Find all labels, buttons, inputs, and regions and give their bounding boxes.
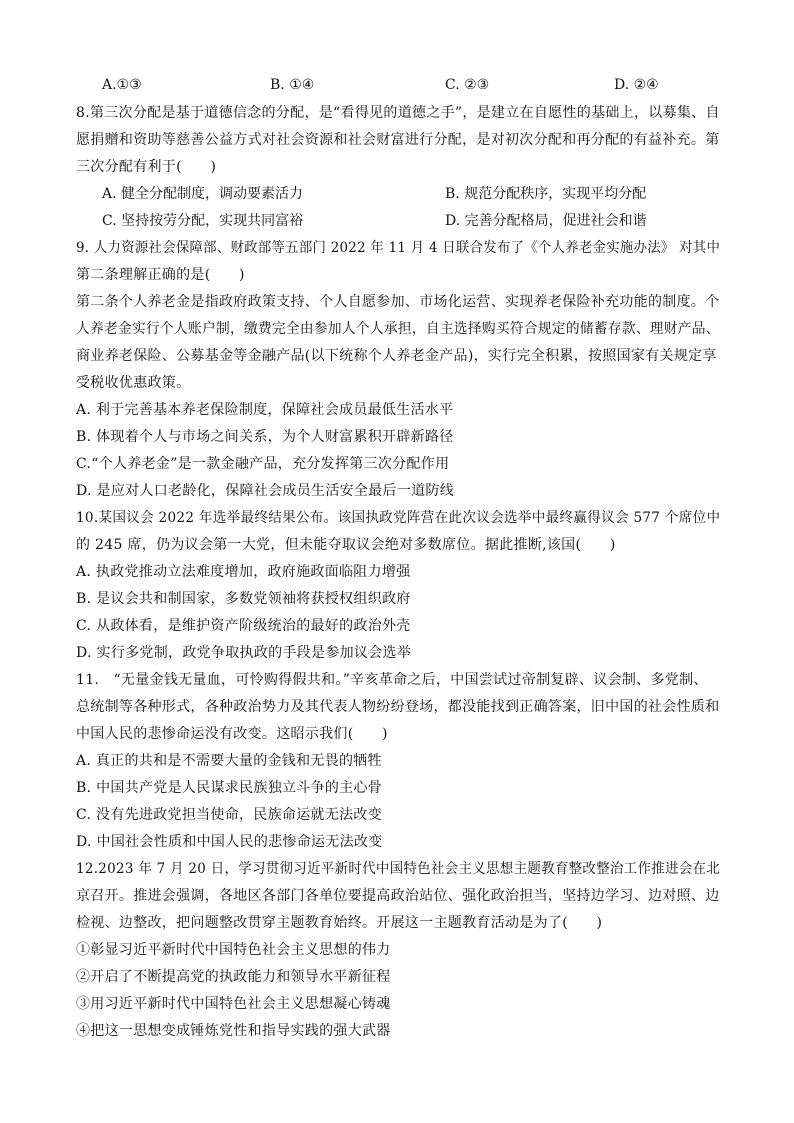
q11-stem-line-2: 总统制等各种形式，各种政治势力及其代表人物纷纷登场，都没能找到正确答案，旧中国的社会性质和 xyxy=(76,699,720,715)
q12-item-2: ②开启了不断提高党的执政能力和领导水平新征程 xyxy=(76,969,391,985)
q9-material-line-4: 受税收优惠政策。 xyxy=(76,375,191,391)
q11-stem-line-1: 11. “无量金钱无量血，可怜购得假共和。”辛亥革命之后，中国尝试过帝制复辟、议会制、多党制、 xyxy=(76,672,708,688)
q12-stem-line-2: 京召开。推进会强调，各地区各部门各单位要提高政治站位、强化政治担当，坚持边学习、边对照、边 xyxy=(76,888,720,904)
q9-material-line-3: 商业养老保险、公募基金等金融产品(以下统称个人养老金产品)，实行完全积累，按照国家有关规定享 xyxy=(76,348,717,364)
q12-stem-line-3: 检视、边整改，把问题整改贯穿主题教育始终。开展这一主题教育活动是为了( ) xyxy=(76,915,603,931)
q8-stem-line-2: 愿捐赠和资助等慈善公益方式对社会资源和社会财富进行分配，是对初次分配和再分配的有益补充。第 xyxy=(76,132,720,148)
q9-option-d: D. 是应对人口老龄化，保障社会成员生活安全最后一道防线 xyxy=(76,483,455,499)
q10-option-c: C. 从政体看，是维护资产阶级统治的最好的政治外壳 xyxy=(76,618,411,634)
q8-stem-line-3: 三次分配有利于( ) xyxy=(76,159,217,175)
q8-option-a: A. 健全分配制度，调动要素活力 xyxy=(102,186,304,202)
q7-option-d: D. ②④ xyxy=(614,77,659,93)
q9-material-line-1: 第二条个人养老金是指政府政策支持、个人自愿参加、市场化运营、实现养老保险补充功能的制度。个 xyxy=(76,294,720,310)
q10-option-d: D. 实行多党制，政党争取执政的手段是参加议会选举 xyxy=(76,645,412,661)
q12-item-3: ③用习近平新时代中国特色社会主义思想凝心铸魂 xyxy=(76,996,391,1012)
q9-material-line-2: 人养老金实行个人账户制，缴费完全由参加人个人承担，自主选择购买符合规定的储蓄存款、理财产品、 xyxy=(76,321,720,337)
q9-option-a: A. 利于完善基本养老保险制度，保障社会成员最低生活水平 xyxy=(76,402,454,418)
q10-option-a: A. 执政党推动立法难度增加，政府施政面临阻力增强 xyxy=(76,564,411,580)
q11-option-c: C. 没有先进政党担当使命，民族命运就无法改变 xyxy=(76,807,383,823)
q10-option-b: B. 是议会共和制国家，多数党领袖将获授权组织政府 xyxy=(76,591,411,607)
q10-stem-line-1: 10.某国议会 2022 年选举最终结果公布。该国执政党阵营在此次议会选举中最终赢得议会 577 个席位中 xyxy=(76,510,721,526)
q11-stem-line-3: 中国人民的悲惨命运没有改变。这昭示我们( ) xyxy=(76,726,388,742)
q7-option-c: C. ②③ xyxy=(445,77,490,93)
q7-option-b: B. ①④ xyxy=(270,77,315,93)
q9-option-b: B. 体现着个人与市场之间关系，为个人财富累积开辟新路径 xyxy=(76,429,454,445)
q11-option-b: B. 中国共产党是人民谋求民族独立斗争的主心骨 xyxy=(76,780,383,796)
q8-option-c: C. 坚持按劳分配，实现共同富裕 xyxy=(102,213,304,229)
q8-stem-line-1: 8.第三次分配是基于道德信念的分配，是“看得见的道德之手”，是建立在自愿性的基础上，以募集、自 xyxy=(76,105,720,121)
q12-item-1: ①彰显习近平新时代中国特色社会主义思想的伟力 xyxy=(76,942,391,958)
q8-option-d: D. 完善分配格局，促进社会和谐 xyxy=(445,213,647,229)
q11-option-d: D. 中国社会性质和中国人民的悲惨命运无法改变 xyxy=(76,834,383,850)
q12-stem-line-1: 12.2023 年 7 月 20 日，学习贯彻习近平新时代中国特色社会主义思想主题教育整改整治工作推进会在北 xyxy=(76,861,721,877)
q9-stem-line-1: 9. 人力资源社会保障部、财政部等五部门 2022 年 11 月 4 日联合发布了《个人养老金实施办法》 对其中 xyxy=(76,240,721,256)
q9-option-c: C.“个人养老金”是一款金融产品，充分发挥第三次分配作用 xyxy=(76,456,450,472)
q11-option-a: A. 真正的共和是不需要大量的金钱和无畏的牺牲 xyxy=(76,753,382,769)
q7-option-a: A.①③ xyxy=(102,77,142,93)
q12-item-4: ④把这一思想变成锤炼党性和指导实践的强大武器 xyxy=(76,1023,391,1039)
q9-stem-line-2: 第二条理解正确的是( ) xyxy=(76,267,245,283)
q10-stem-line-2: 的 245 席，仍为议会第一大党，但未能夺取议会绝对多数席位。据此推断,该国( ) xyxy=(76,537,616,553)
q8-option-b: B. 规范分配秩序，实现平均分配 xyxy=(445,186,647,202)
